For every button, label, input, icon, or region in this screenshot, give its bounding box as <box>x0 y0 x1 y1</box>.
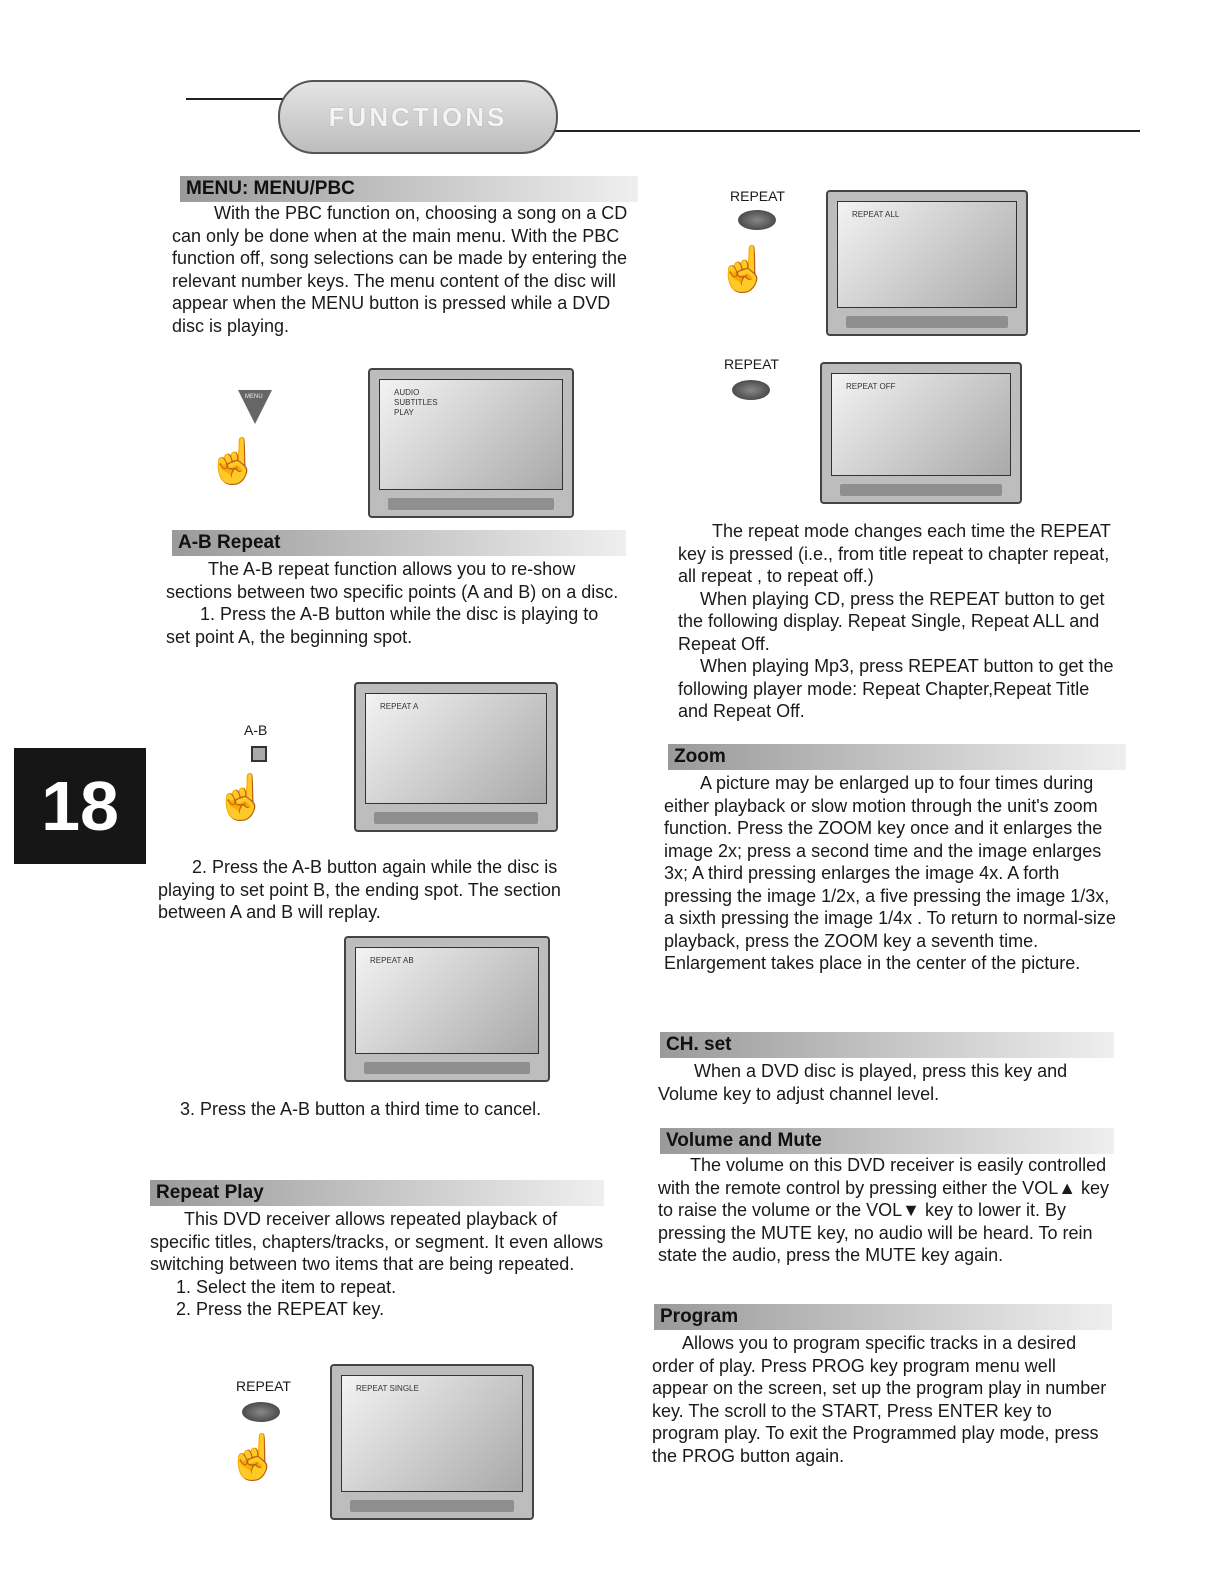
repeat-play-step2: 2. Press the REPEAT key. <box>176 1299 385 1319</box>
ch-set-text <box>658 1060 1108 1105</box>
volume-heading: Volume and Mute <box>660 1128 1114 1154</box>
page-number-box <box>14 748 146 864</box>
repeat-button-icon <box>242 1402 280 1422</box>
menu-heading: MENU: MENU/PBC <box>180 176 638 202</box>
pointing-hand-icon: ☝ <box>206 437 261 486</box>
repeat-play-step1: 1. Select the item to repeat. <box>176 1276 397 1297</box>
ab-repeat-heading: A-B Repeat <box>172 530 626 556</box>
tv-screen-text: REPEAT ALL <box>852 210 900 219</box>
menu-paragraph: With the PBC function on, choosing a song on a CD can only be done when at the main menu. With the PBC function off, song selections can be made by entering the relevant number keys. The menu content of the disc will appear when the MENU button is pressed while a DVD disc is playing. <box>172 203 628 336</box>
tv-screen-menu <box>368 368 574 518</box>
repeat-play-heading: Repeat Play <box>150 1180 604 1206</box>
ab-repeat-step2-block <box>158 856 610 924</box>
tv-base <box>364 1062 530 1074</box>
ab-repeat-step3: 3. Press the A-B button a third time to cancel. <box>180 1099 542 1119</box>
ab-repeat-step2: 2. Press the A-B button again while the disc is playing to set point B, the ending spot. The section between A and B will replay. <box>158 857 561 922</box>
zoom-text <box>664 772 1122 975</box>
tv-screen-text: REPEAT OFF <box>846 382 896 391</box>
ch-set-heading: CH. set <box>660 1032 1114 1058</box>
tv-base <box>840 484 1002 496</box>
section-tab <box>278 80 558 154</box>
tv-screen-repeat-all <box>826 190 1028 336</box>
tv-display <box>379 379 563 490</box>
repeat-button-icon <box>732 380 770 400</box>
header-rule-right <box>550 130 1140 132</box>
tv-base <box>388 498 554 510</box>
section-title: FUNCTIONS <box>328 101 508 132</box>
tv-screen-repeat-off <box>820 362 1022 504</box>
tv-screen-repeat-single <box>330 1364 534 1520</box>
header-rule-left <box>186 98 286 100</box>
program-paragraph: Allows you to program specific tracks in a desired order of play. Press PROG key program menu well appear on the screen, set up the program play in number key. The scroll to the START, Press ENTER key to program play. To exit the Programmed play mode, press the PROG button again. <box>652 1333 1107 1466</box>
repeat-button-label: REPEAT <box>730 188 785 204</box>
zoom-paragraph: A picture may be enlarged up to four times during either playback or slow motion through the unit's zoom function. Press the ZOOM key once and it enlarges the image 2x; press a second time and the image enlarges 3x; A third pressing enlarges the image 4x. A forth pressing the image 1/2x, a five pressing the image 1/3x, a sixth pressing the image 1/4x . To return to normal-size playback, press the ZOOM key a seventh time. Enlargement takes place in the center of the picture. <box>664 773 1116 973</box>
tv-display <box>831 373 1011 476</box>
program-heading: Program <box>654 1304 1112 1330</box>
ab-button-icon <box>251 746 267 762</box>
ch-set-paragraph: When a DVD disc is played, press this key and Volume key to adjust channel level. <box>658 1061 1068 1104</box>
menu-button-label: MENU <box>245 394 263 400</box>
tv-screen-repeat-a <box>354 682 558 832</box>
ab-repeat-text <box>166 558 624 648</box>
tv-base <box>350 1500 514 1512</box>
repeat-button-label: REPEAT <box>236 1378 291 1394</box>
tv-screen-repeat-ab <box>344 936 550 1082</box>
repeat-cd-paragraph: When playing CD, press the REPEAT button to get the following display. Repeat Single, Repeat ALL and Repeat Off. <box>678 588 1105 654</box>
repeat-play-paragraph: This DVD receiver allows repeated playback of specific titles, chapters/tracks, or segment. It even allows switching between two items that are being repeated. <box>150 1209 604 1274</box>
tv-display <box>341 1375 523 1492</box>
ab-repeat-step3-block <box>180 1098 620 1121</box>
pointing-hand-icon: ☝ <box>214 773 269 822</box>
repeat-button-icon <box>738 210 776 230</box>
volume-paragraph: The volume on this DVD receiver is easily controlled with the remote control by pressing either the VOL▲ key to raise the volume or the VOL▼ key to lower it. By pressing the MUTE key, no audio will be heard. To rein state the audio, press the MUTE key again. <box>658 1155 1110 1265</box>
tv-screen-text: AUDIO SUBTITLES PLAY <box>394 388 438 417</box>
page-number: 18 <box>41 767 119 845</box>
repeat-mp3-paragraph: When playing Mp3, press REPEAT button to get the following player mode: Repeat Chapter,Repeat Title and Repeat Off. <box>678 656 1114 721</box>
tv-display <box>365 693 547 804</box>
tv-display <box>837 201 1017 308</box>
program-text <box>652 1332 1112 1467</box>
repeat-play-text <box>150 1208 610 1321</box>
tv-base <box>846 316 1008 328</box>
ab-repeat-intro: The A-B repeat function allows you to re-show sections between two specific points (A and B) on a disc. <box>166 559 619 602</box>
repeat-button-label: REPEAT <box>724 356 779 372</box>
ab-repeat-step1: 1. Press the A-B button while the disc is playing to set point A, the beginning spot. <box>166 604 599 647</box>
tv-display <box>355 947 539 1054</box>
repeat-mode-paragraph: The repeat mode changes each time the REPEAT key is pressed (i.e., from title repeat to chapter repeat, all repeat , to repeat off.) <box>678 521 1111 586</box>
pointing-hand-icon: ☝ <box>226 1433 281 1482</box>
repeat-mode-text <box>678 520 1114 723</box>
menu-button-icon <box>238 390 272 424</box>
zoom-heading: Zoom <box>668 744 1126 770</box>
tv-screen-text: REPEAT A <box>380 702 419 711</box>
tv-base <box>374 812 538 824</box>
menu-text <box>172 202 632 337</box>
volume-text <box>658 1154 1124 1267</box>
ab-button-label: A-B <box>244 722 268 738</box>
pointing-hand-icon: ☝ <box>716 245 771 294</box>
tv-screen-text: REPEAT SINGLE <box>356 1384 419 1393</box>
tv-screen-text: REPEAT AB <box>370 956 414 965</box>
